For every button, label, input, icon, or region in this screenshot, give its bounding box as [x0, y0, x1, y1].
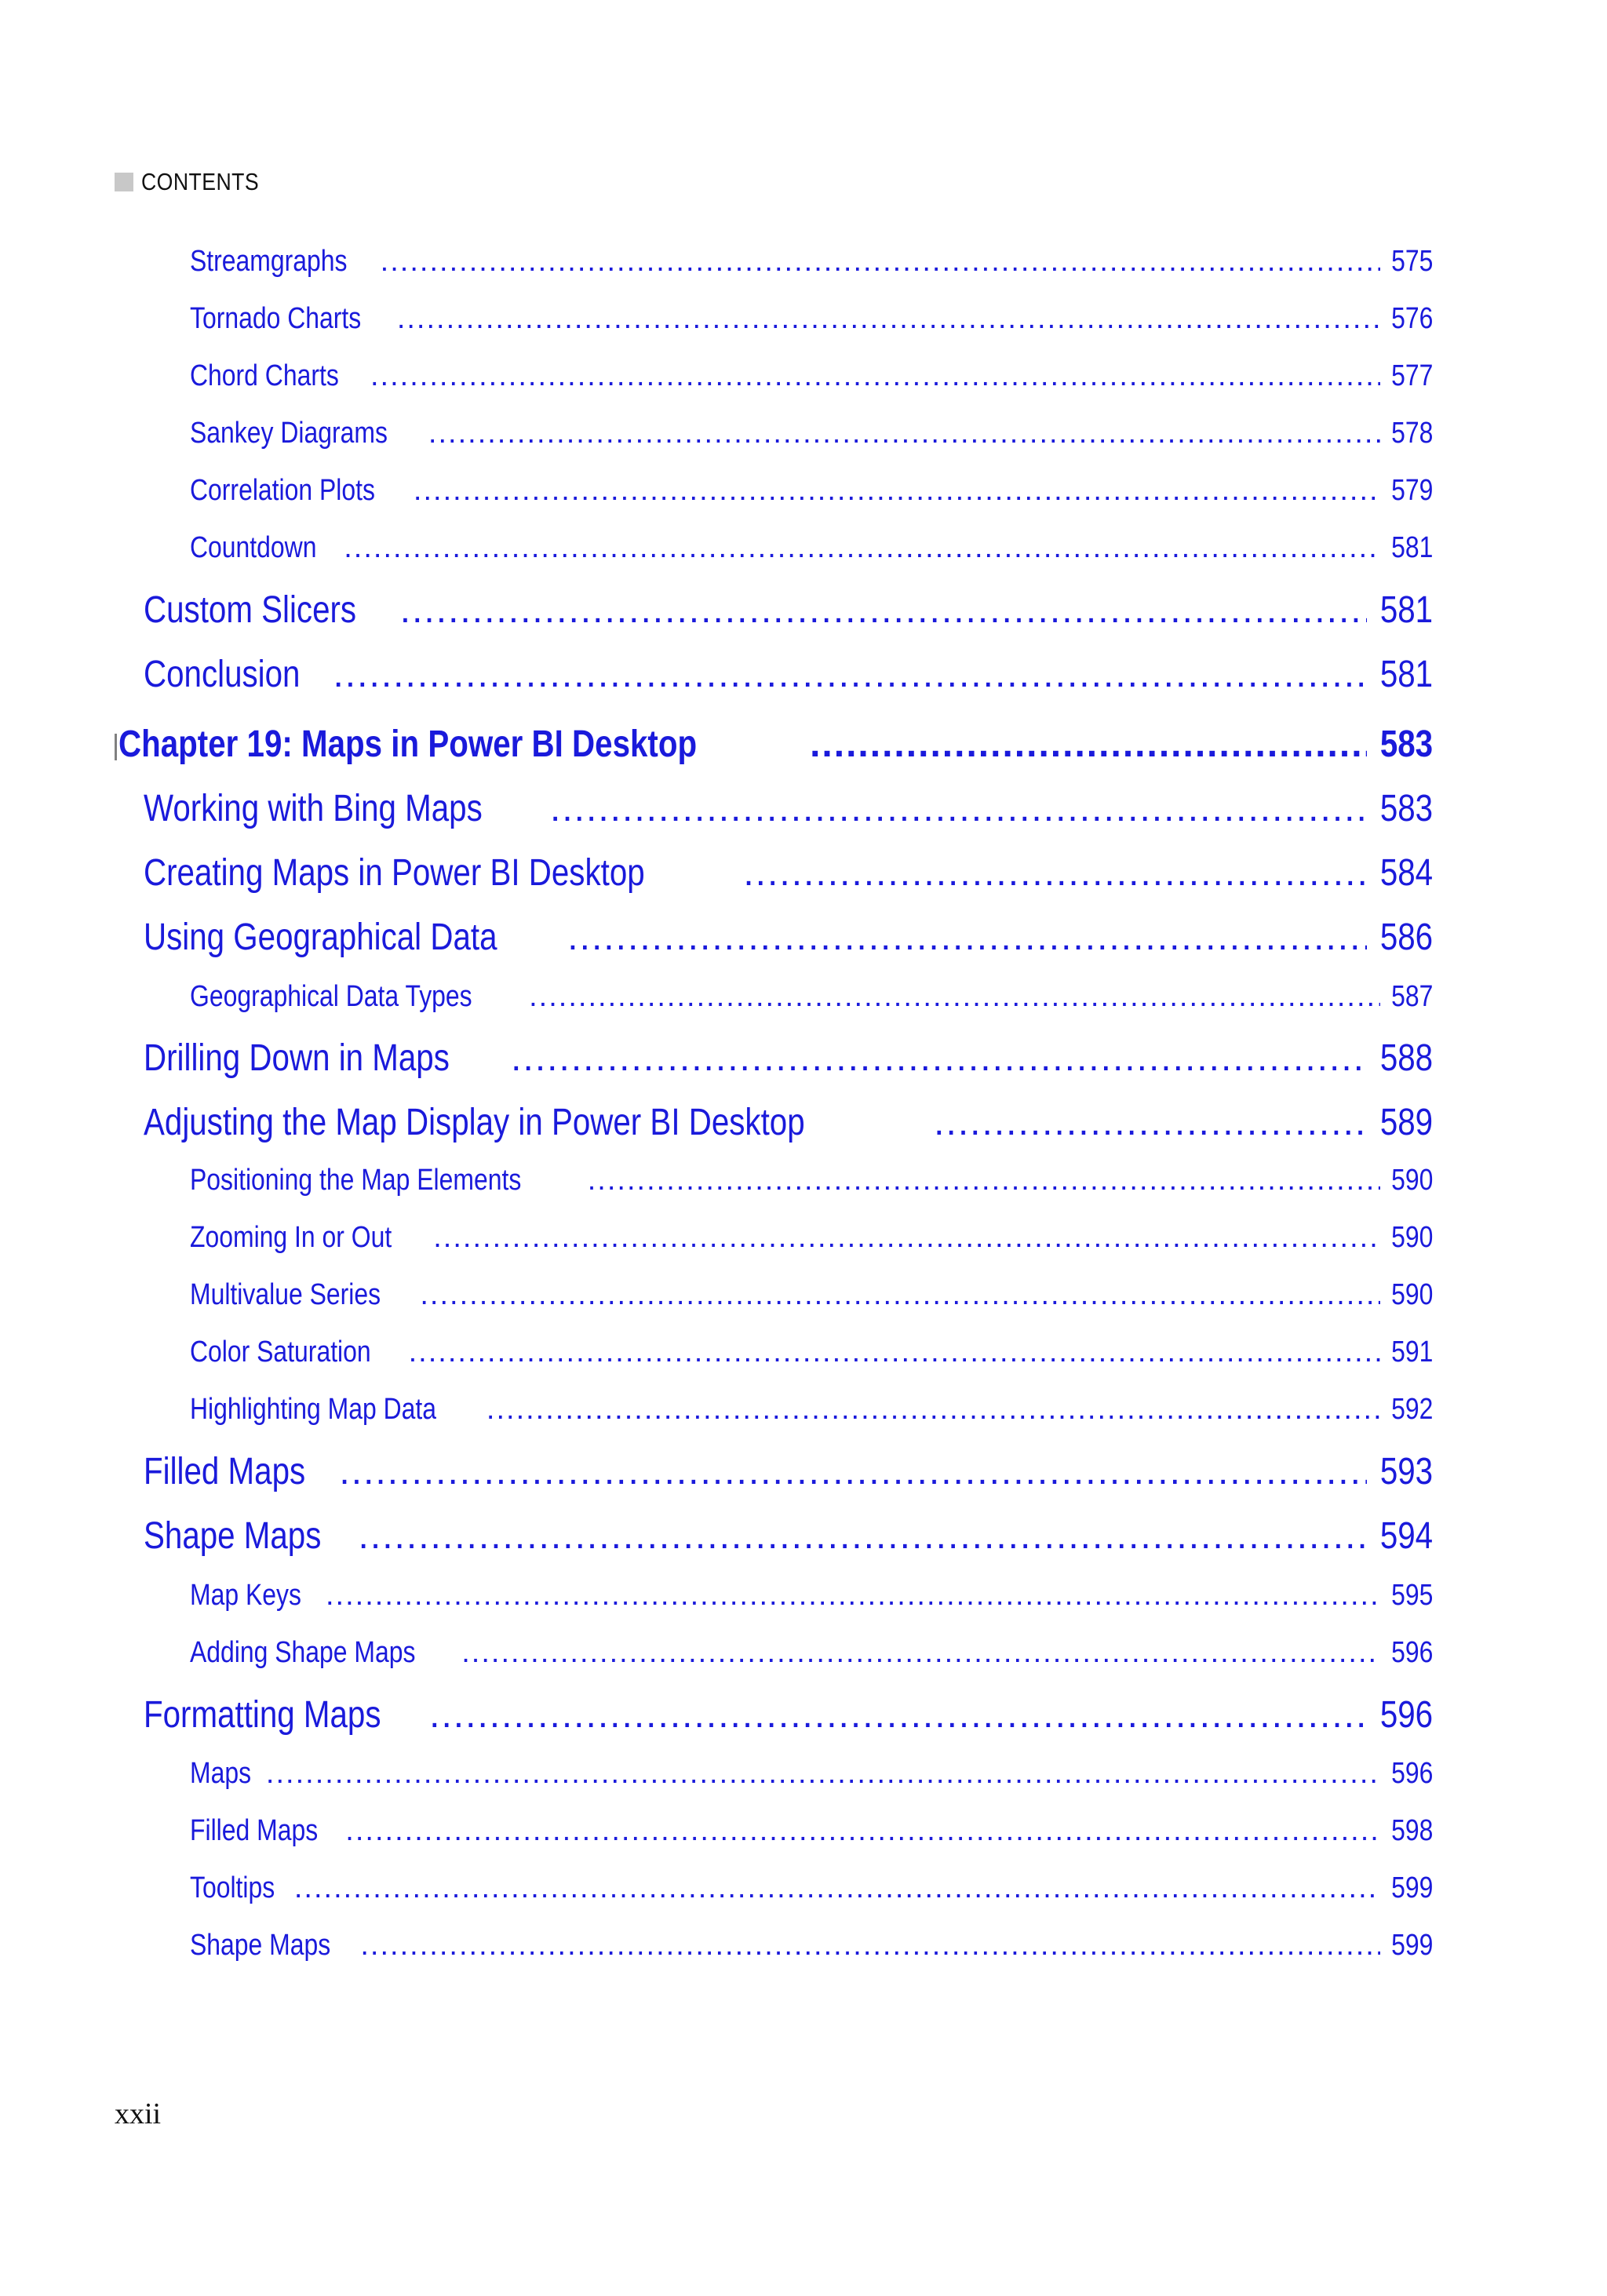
toc-entry-title: Filled Maps [144, 1451, 306, 1492]
toc-entry-title: Creating Maps in Power BI Desktop [144, 852, 645, 894]
toc-entry-page: 577 [1390, 359, 1433, 392]
toc-entry-title: Highlighting Map Data [190, 1393, 437, 1426]
toc-entry-page: 588 [1379, 1037, 1433, 1079]
toc-entry-page: 584 [1379, 852, 1433, 894]
dot-leader [743, 851, 1367, 895]
toc-entry-tornado-charts[interactable] [190, 302, 1433, 341]
toc-entry-title: Map Keys [190, 1579, 301, 1612]
dot-leader [511, 1037, 1367, 1080]
toc-entry-page: 596 [1390, 1757, 1433, 1790]
toc-entry-title: Zooming In or Out [190, 1221, 392, 1254]
dot-leader [550, 787, 1367, 830]
toc-entry-adjusting-map-display[interactable] [144, 1101, 1433, 1150]
dot-leader [486, 1393, 1380, 1427]
toc-entry-page: 599 [1390, 1929, 1433, 1962]
toc-entry-formatting-maps[interactable] [144, 1693, 1433, 1742]
toc-entry-working-with-bing-maps[interactable] [144, 787, 1433, 836]
toc-entry-shape-maps[interactable] [190, 1929, 1433, 1968]
toc-entry-page: 592 [1390, 1393, 1433, 1426]
toc-entry-page: 593 [1379, 1451, 1433, 1492]
toc-entry-page: 598 [1390, 1814, 1433, 1847]
toc-entry-adding-shape-maps[interactable] [190, 1636, 1433, 1675]
toc-entry-page: 586 [1379, 917, 1433, 958]
toc-entry-title: Streamgraphs [190, 245, 348, 278]
toc-entry-streamgraphs[interactable] [190, 245, 1433, 284]
dot-leader [381, 245, 1380, 279]
toc-entry-highlighting-map-data[interactable] [190, 1393, 1433, 1432]
dot-leader [409, 1336, 1380, 1369]
dot-leader [397, 302, 1380, 336]
toc-entry-title: Shape Maps [190, 1929, 331, 1962]
toc-entry-drilling-down[interactable] [144, 1037, 1433, 1085]
toc-entry-title: Multivalue Series [190, 1278, 381, 1311]
toc-entry-multivalue-series[interactable] [190, 1278, 1433, 1317]
toc-entry-sankey-diagrams[interactable] [190, 417, 1433, 456]
toc-entry-conclusion[interactable] [144, 653, 1433, 702]
toc-entry-page: 578 [1390, 417, 1433, 450]
toc-entry-title: Tornado Charts [190, 302, 362, 335]
toc-entry-custom-slicers[interactable] [144, 589, 1433, 637]
toc-entry-title: Using Geographical Data [144, 917, 497, 958]
dot-leader [294, 1871, 1380, 1905]
toc-entry-title: Chapter 19: Maps in Power BI Desktop [118, 723, 697, 765]
page-number: xxii [115, 2097, 162, 2130]
toc-entry-page: 594 [1379, 1515, 1433, 1557]
toc-entry-title: Drilling Down in Maps [144, 1037, 450, 1079]
dot-leader [333, 653, 1366, 696]
toc-entry-title: Conclusion [144, 654, 301, 695]
toc-entry-page: 599 [1390, 1871, 1433, 1904]
toc-entry-title: Filled Maps [190, 1814, 319, 1847]
toc-entry-creating-maps[interactable] [144, 851, 1433, 900]
toc-entry-positioning-map-elements[interactable] [190, 1164, 1433, 1203]
toc-entry-maps[interactable] [190, 1757, 1433, 1796]
toc-entry-using-geographical-data[interactable] [144, 916, 1433, 964]
toc-entry-page: 583 [1379, 788, 1433, 829]
toc-entry-page: 590 [1390, 1278, 1433, 1311]
toc-entry-filled-maps-section[interactable] [144, 1450, 1433, 1499]
toc-entry-page: 596 [1390, 1636, 1433, 1669]
toc-entry-color-saturation[interactable] [190, 1336, 1433, 1375]
dot-leader [370, 359, 1380, 393]
toc-entry-title: Working with Bing Maps [144, 788, 483, 829]
toc-entry-title: Sankey Diagrams [190, 417, 388, 450]
toc-entry-title: Chord Charts [190, 359, 339, 392]
toc-entry-page: 596 [1379, 1694, 1433, 1736]
toc-entry-chord-charts[interactable] [190, 359, 1433, 399]
toc-entry-title: Color Saturation [190, 1336, 371, 1368]
toc-entry-title: Custom Slicers [144, 589, 357, 631]
dot-leader [461, 1636, 1379, 1670]
dot-leader [567, 916, 1367, 959]
dot-leader [420, 1278, 1379, 1312]
dot-leader [326, 1579, 1380, 1613]
dot-leader [428, 417, 1380, 450]
toc-entry-title: Adjusting the Map Display in Power BI Desktop [144, 1102, 805, 1143]
toc-entry-countdown[interactable] [190, 531, 1433, 570]
toc-entry-title: Maps [190, 1757, 252, 1790]
toc-entry-title: Positioning the Map Elements [190, 1164, 522, 1197]
toc-entry-title: Correlation Plots [190, 474, 375, 507]
dot-leader [344, 531, 1379, 565]
toc-entry-page: 581 [1379, 589, 1433, 631]
toc-entry-map-keys[interactable] [190, 1579, 1433, 1618]
toc-entry-correlation-plots[interactable] [190, 474, 1433, 513]
toc-entry-title: Adding Shape Maps [190, 1636, 416, 1669]
toc-entry-page: 595 [1390, 1579, 1433, 1612]
toc-entry-shape-maps-section[interactable] [144, 1514, 1433, 1563]
dot-leader [266, 1757, 1380, 1791]
dot-leader [414, 474, 1380, 508]
toc-entry-page: 581 [1390, 531, 1433, 564]
toc-entry-page: 581 [1379, 654, 1433, 695]
header-label: CONTENTS [141, 168, 260, 195]
toc-entry-title: Geographical Data Types [190, 980, 472, 1013]
dot-leader [429, 1693, 1367, 1737]
chapter-square-icon [115, 734, 117, 760]
toc-entry-page: 576 [1390, 302, 1433, 335]
toc-entry-chapter-19[interactable] [115, 723, 1433, 771]
toc-entry-page: 579 [1390, 474, 1433, 507]
dot-leader [529, 980, 1379, 1014]
toc-entry-title: Shape Maps [144, 1515, 322, 1557]
toc-entry-title: Tooltips [190, 1871, 275, 1904]
toc-entry-page: 575 [1390, 245, 1433, 278]
dot-leader [810, 723, 1367, 766]
toc-entry-page: 587 [1390, 980, 1433, 1013]
dot-leader [934, 1101, 1367, 1144]
toc-entry-page: 590 [1390, 1164, 1433, 1197]
toc-entry-page: 583 [1379, 723, 1433, 765]
toc-entry-page: 591 [1390, 1336, 1433, 1368]
dot-leader [588, 1164, 1380, 1197]
dot-leader [400, 589, 1367, 632]
toc-entry-tooltips[interactable] [190, 1871, 1433, 1911]
toc-entry-geographical-data-types[interactable] [190, 980, 1433, 1019]
toc-entry-filled-maps[interactable] [190, 1814, 1433, 1853]
dot-leader [360, 1929, 1379, 1963]
dot-leader [359, 1514, 1367, 1558]
toc-entry-title: Countdown [190, 531, 317, 564]
toc-entry-title: Formatting Maps [144, 1694, 381, 1736]
toc-entry-zooming[interactable] [190, 1221, 1433, 1260]
dot-leader [345, 1814, 1379, 1848]
dot-leader [433, 1221, 1379, 1255]
dot-leader [339, 1450, 1366, 1493]
toc-entry-page: 590 [1390, 1221, 1433, 1254]
toc-entry-page: 589 [1379, 1102, 1433, 1143]
